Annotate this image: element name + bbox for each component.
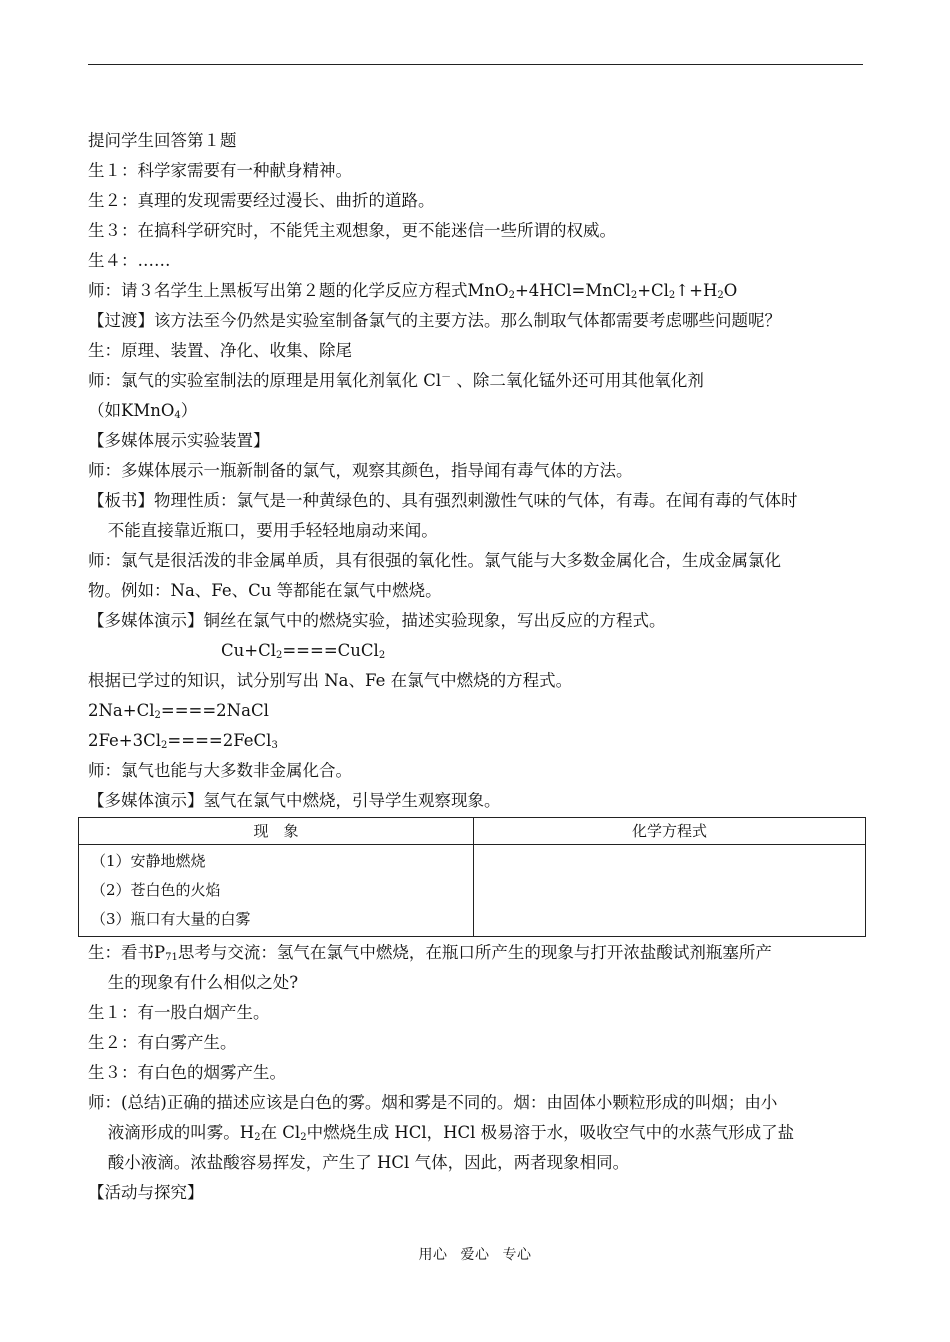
transition-line: 【过渡】该方法至今仍然是实验室制备氯气的主要方法。那么制取气体都需要考虑哪些问题呢？ [88, 311, 781, 330]
table-row [79, 845, 866, 937]
equation-fe: $2Fe+3Cl_2====2FeCl_3$ [88, 731, 278, 751]
table-header-row [79, 818, 866, 845]
document-body [88, 126, 866, 1208]
teacher-principle-line [88, 366, 866, 396]
text-line: 生２：真理的发现需要经过漫长、曲折的道路。 [88, 191, 435, 210]
text-line: 师：氯气也能与大多数非金属化合。 [88, 761, 352, 780]
footer-text: 用心 [418, 1247, 448, 1263]
text-line: 师：氯气是很活泼的非金属单质，具有很强的氧化性。氯气能与大多数金属化合，生成金属氯化 [88, 551, 781, 570]
text-span: 思考与交流：氢气在氯气中燃烧，在瓶口所产生的现象与打开浓盐酸试剂瓶塞所产 [177, 943, 772, 962]
board-note-line-2: 不能直接靠近瓶口，要用手轻轻地扇动来闻。 [107, 521, 438, 540]
summary-line-3: 酸小液滴。浓盐酸容易挥发，产生了 HCl 气体，因此，两者现象相同。 [107, 1153, 630, 1172]
student-answer-line: 生：原理、装置、净化、收集、除尾 [88, 341, 352, 360]
h2-formula: $H_2$ [239, 1123, 261, 1143]
answer-line: 生１：有一股白烟产生。 [88, 1003, 270, 1022]
page-ref: $P_{71}$ [154, 943, 178, 963]
header-rule [88, 64, 863, 65]
text-span: 、除二氧化锰外还可用其他氧化剂 [456, 371, 704, 390]
observation-table [78, 817, 866, 937]
phenomenon-item: （1）安静地燃烧 [91, 852, 206, 870]
phenomenon-item: （2）苍白色的火焰 [91, 881, 221, 899]
summary-line: 师：(总结)正确的描述应该是白色的雾。烟和雾是不同的。烟：由固体小颗粒形成的叫烟；由小 [88, 1093, 778, 1112]
table-header: 化学方程式 [474, 818, 866, 845]
student-read-line-2: 生的现象有什么相似之处? [107, 973, 299, 992]
text-line: 师：多媒体展示一瓶新制备的氯气，观察其颜色，指导闻有毒气体的方法。 [88, 461, 633, 480]
teacher-principle-line-2 [88, 396, 866, 426]
equation-mno2: $MnO_2+4HCl=MnCl_2+Cl_2↑+H_2O$ [467, 281, 738, 301]
text-span: （如 [88, 401, 121, 420]
section-heading: 【活动与探究】 [88, 1183, 204, 1202]
text-line: 生４：…… [88, 251, 171, 270]
text-span: 师：请３名学生上黑板写出第２题的化学反应方程式 [88, 281, 468, 300]
student-read-line [88, 938, 866, 968]
kmno4: KMnO$_4$） [121, 401, 198, 421]
text-span: 液滴形成的叫雾。 [107, 1123, 240, 1142]
text-line: 物。例如：Na、Fe、Cu 等都能在氯气中燃烧。 [88, 581, 442, 600]
text-span: 在 [260, 1123, 278, 1142]
footer-text: 专心 [502, 1247, 532, 1263]
equation-cu: $Cu+Cl_2====CuCl_2$ [221, 641, 386, 661]
text-line: 提问学生回答第１题 [88, 131, 237, 150]
text-line: 【多媒体演示】铜丝在氯气中的燃烧实验，描述实验现象，写出反应的方程式。 [88, 611, 666, 630]
text-line: 根据已学过的知识，试分别写出 Na、Fe 在氯气中燃烧的方程式。 [88, 671, 573, 690]
footer-text: 爱心 [460, 1247, 490, 1263]
page-footer [0, 1244, 950, 1264]
summary-line-2 [88, 1118, 866, 1148]
table-header: 现 象 [79, 818, 474, 845]
phenomena-cell [79, 845, 474, 937]
phenomenon-item: （3）瓶口有大量的白雾 [91, 910, 251, 928]
equation-na: $2Na+Cl_2====2NaCl$ [88, 701, 269, 721]
answer-line: 生２：有白雾产生。 [88, 1033, 237, 1052]
answer-line: 生３：有白色的烟雾产生。 [88, 1063, 286, 1082]
text-span: 师：氯气的实验室制法的原理是用氧化剂氧化 [88, 371, 418, 390]
teacher-equation-line [88, 276, 866, 306]
section-heading: 【多媒体展示实验装置】 [88, 431, 270, 450]
text-line: 【多媒体演示】氢气在氯气中燃烧，引导学生观察现象。 [88, 791, 501, 810]
equation-cell [474, 845, 866, 937]
text-span: 中燃烧生成 HCl，HCl 极易溶于水，吸收空气中的水蒸气形成了盐 [306, 1123, 795, 1142]
chloride-ion: Cl－ [418, 371, 452, 390]
text-span: 生：看书 [88, 943, 154, 962]
text-line: 生３：在搞科学研究时，不能凭主观想象，更不能迷信一些所谓的权威。 [88, 221, 616, 240]
board-note-line: 【板书】物理性质：氯气是一种黄绿色的、具有强烈刺激性气味的气体，有毒。在闻有毒的气体时 [88, 491, 798, 510]
cl2-formula: $Cl_2$ [277, 1123, 307, 1143]
text-line: 生１：科学家需要有一种献身精神。 [88, 161, 352, 180]
